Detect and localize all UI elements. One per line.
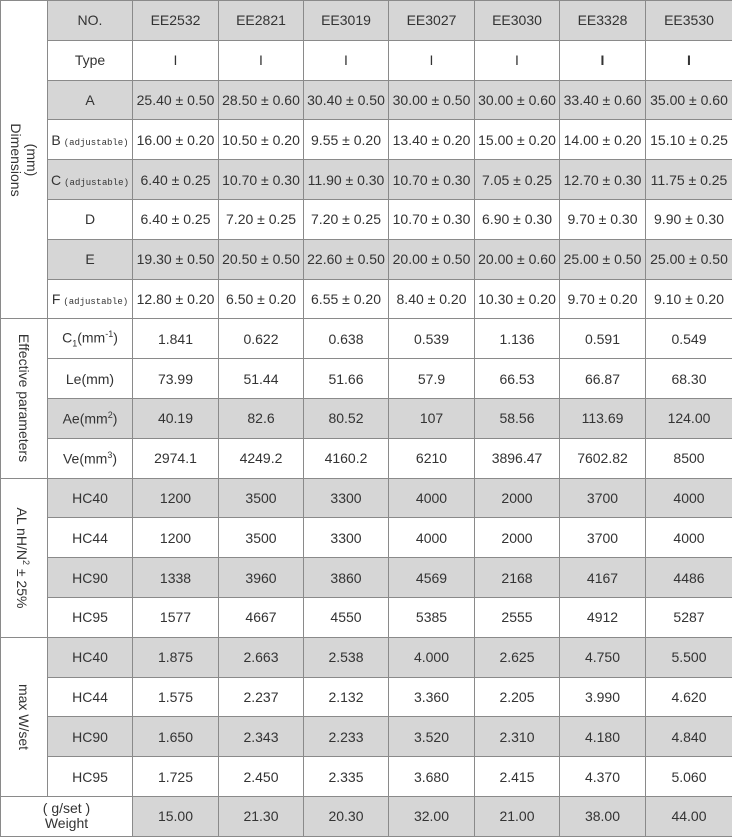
dimension-value: 10.30 ± 0.20 bbox=[475, 279, 560, 319]
effective-value: 80.52 bbox=[304, 398, 389, 438]
effective-value: 51.44 bbox=[219, 359, 304, 399]
al-value: 3960 bbox=[219, 558, 304, 598]
effective-value: 68.30 bbox=[646, 359, 732, 399]
dimension-value: 10.70 ± 0.30 bbox=[219, 160, 304, 200]
param-unit-end: ) bbox=[112, 450, 117, 466]
adjustable-note: (adjustable) bbox=[64, 178, 129, 188]
material-label: HC90 bbox=[48, 558, 133, 598]
effective-value: 82.6 bbox=[219, 398, 304, 438]
al-value: 5385 bbox=[389, 597, 475, 637]
dimension-label: C bbox=[51, 172, 61, 188]
dimension-value: 12.70 ± 0.30 bbox=[560, 160, 646, 200]
material-label: HC95 bbox=[48, 757, 133, 797]
param-symbol: C bbox=[62, 330, 72, 346]
al-value: 4167 bbox=[560, 558, 646, 598]
maxw-row bbox=[1, 677, 732, 717]
maxw-value: 2.450 bbox=[219, 757, 304, 797]
dimension-value: 9.55 ± 0.20 bbox=[304, 120, 389, 160]
effective-value: 66.87 bbox=[560, 359, 646, 399]
type-label: Type bbox=[48, 40, 133, 80]
type-value: I bbox=[475, 40, 560, 80]
type-value: I bbox=[389, 40, 475, 80]
effective-value: 0.622 bbox=[219, 319, 304, 359]
effective-value: 7602.82 bbox=[560, 438, 646, 478]
maxw-value: 1.575 bbox=[133, 677, 219, 717]
effective-label: Le(mm) bbox=[48, 359, 133, 399]
maxw-value: 4.180 bbox=[560, 717, 646, 757]
maxw-value: 1.725 bbox=[133, 757, 219, 797]
maxw-row bbox=[1, 717, 732, 757]
param-superscript: 2 bbox=[108, 410, 113, 420]
dimension-value: 15.10 ± 0.25 bbox=[646, 120, 732, 160]
dimension-label-adjustable bbox=[48, 160, 133, 200]
dimension-value: 6.90 ± 0.30 bbox=[475, 199, 560, 239]
dimension-value: 9.70 ± 0.20 bbox=[560, 279, 646, 319]
dimension-value: 6.50 ± 0.20 bbox=[219, 279, 304, 319]
dimension-value: 13.40 ± 0.20 bbox=[389, 120, 475, 160]
type-value: I bbox=[133, 40, 219, 80]
maxw-value: 4.000 bbox=[389, 637, 475, 677]
dimension-row bbox=[1, 239, 732, 279]
dimensions-title: Dimensions bbox=[8, 123, 24, 196]
type-value: I bbox=[304, 40, 389, 80]
dimension-row bbox=[1, 160, 732, 200]
al-value: 4569 bbox=[389, 558, 475, 598]
al-row bbox=[1, 558, 732, 598]
weight-value: 15.00 bbox=[133, 796, 219, 836]
effective-value: 3896.47 bbox=[475, 438, 560, 478]
model-header: EE3530 bbox=[646, 1, 732, 41]
effective-value: 66.53 bbox=[475, 359, 560, 399]
al-value: 4486 bbox=[646, 558, 732, 598]
effective-label bbox=[48, 398, 133, 438]
type-value: I bbox=[560, 40, 646, 80]
model-header: EE2821 bbox=[219, 1, 304, 41]
weight-value: 21.00 bbox=[475, 796, 560, 836]
dimension-value: 14.00 ± 0.20 bbox=[560, 120, 646, 160]
al-value: 3500 bbox=[219, 478, 304, 518]
material-label: HC40 bbox=[48, 637, 133, 677]
al-value: 4000 bbox=[389, 478, 475, 518]
effective-value: 2974.1 bbox=[133, 438, 219, 478]
dimension-value: 20.00 ± 0.50 bbox=[389, 239, 475, 279]
al-value: 3700 bbox=[560, 478, 646, 518]
weight-title: Weight bbox=[1, 816, 132, 831]
al-value: 4667 bbox=[219, 597, 304, 637]
type-row bbox=[1, 40, 732, 80]
al-value: 1577 bbox=[133, 597, 219, 637]
dimension-value: 7.20 ± 0.25 bbox=[219, 199, 304, 239]
param-unit-end: ) bbox=[113, 411, 118, 427]
model-header: EE3019 bbox=[304, 1, 389, 41]
dimension-label: B bbox=[51, 132, 60, 148]
material-label: HC40 bbox=[48, 478, 133, 518]
maxw-value: 2.625 bbox=[475, 637, 560, 677]
weight-value: 32.00 bbox=[389, 796, 475, 836]
effective-label bbox=[48, 319, 133, 359]
dimension-label: D bbox=[48, 199, 133, 239]
weight-row bbox=[1, 796, 732, 836]
model-header: EE3030 bbox=[475, 1, 560, 41]
dimension-label: E bbox=[48, 239, 133, 279]
adjustable-note: (adjustable) bbox=[63, 297, 128, 307]
dimension-value: 19.30 ± 0.50 bbox=[133, 239, 219, 279]
effective-row bbox=[1, 359, 732, 399]
al-value: 5287 bbox=[646, 597, 732, 637]
material-label: HC44 bbox=[48, 677, 133, 717]
al-title: AL nH/N bbox=[14, 507, 30, 559]
dimension-value: 6.40 ± 0.25 bbox=[133, 199, 219, 239]
dimension-value: 9.10 ± 0.20 bbox=[646, 279, 732, 319]
effective-value: 113.69 bbox=[560, 398, 646, 438]
dimension-row bbox=[1, 120, 732, 160]
dimension-value: 25.00 ± 0.50 bbox=[560, 239, 646, 279]
maxw-value: 3.360 bbox=[389, 677, 475, 717]
effective-value: 6210 bbox=[389, 438, 475, 478]
al-value: 1338 bbox=[133, 558, 219, 598]
weight-value: 44.00 bbox=[646, 796, 732, 836]
effective-value: 0.539 bbox=[389, 319, 475, 359]
effective-value: 40.19 bbox=[133, 398, 219, 438]
material-label: HC95 bbox=[48, 597, 133, 637]
dimension-value: 20.50 ± 0.50 bbox=[219, 239, 304, 279]
maxw-value: 4.750 bbox=[560, 637, 646, 677]
effective-row bbox=[1, 319, 732, 359]
dimension-value: 22.60 ± 0.50 bbox=[304, 239, 389, 279]
material-label: HC90 bbox=[48, 717, 133, 757]
al-value: 2000 bbox=[475, 478, 560, 518]
model-header: EE3328 bbox=[560, 1, 646, 41]
effective-title: Effective parameters bbox=[16, 334, 32, 462]
effective-value: 0.638 bbox=[304, 319, 389, 359]
al-superscript: 2 bbox=[21, 560, 31, 565]
al-value: 4000 bbox=[646, 518, 732, 558]
effective-value: 4249.2 bbox=[219, 438, 304, 478]
weight-value: 38.00 bbox=[560, 796, 646, 836]
dimension-value: 28.50 ± 0.60 bbox=[219, 80, 304, 120]
al-value: 4912 bbox=[560, 597, 646, 637]
type-value: I bbox=[646, 40, 732, 80]
param-unit-end: ) bbox=[113, 330, 118, 346]
maxw-value: 5.060 bbox=[646, 757, 732, 797]
effective-value: 0.549 bbox=[646, 319, 732, 359]
al-tolerance: ± 25% bbox=[14, 565, 30, 608]
maxw-row bbox=[1, 757, 732, 797]
maxw-value: 3.990 bbox=[560, 677, 646, 717]
dimensions-group-label bbox=[1, 1, 48, 319]
header-row bbox=[1, 1, 732, 41]
weight-label bbox=[1, 796, 133, 836]
al-value: 3300 bbox=[304, 518, 389, 558]
maxw-value: 2.310 bbox=[475, 717, 560, 757]
maxw-row bbox=[1, 637, 732, 677]
maxw-value: 2.663 bbox=[219, 637, 304, 677]
dimension-value: 35.00 ± 0.60 bbox=[646, 80, 732, 120]
effective-value: 1.136 bbox=[475, 319, 560, 359]
dimension-value: 10.50 ± 0.20 bbox=[219, 120, 304, 160]
al-value: 3860 bbox=[304, 558, 389, 598]
dimension-row bbox=[1, 199, 732, 239]
dimension-value: 33.40 ± 0.60 bbox=[560, 80, 646, 120]
dimension-value: 12.80 ± 0.20 bbox=[133, 279, 219, 319]
al-value: 3300 bbox=[304, 478, 389, 518]
param-superscript: 3 bbox=[107, 450, 112, 460]
param-symbol: Ae(mm bbox=[63, 411, 108, 427]
al-value: 4550 bbox=[304, 597, 389, 637]
effective-value: 51.66 bbox=[304, 359, 389, 399]
maxw-title: max W/set bbox=[16, 684, 32, 750]
maxw-value: 4.840 bbox=[646, 717, 732, 757]
al-value: 4000 bbox=[646, 478, 732, 518]
model-header: EE3027 bbox=[389, 1, 475, 41]
al-value: 3700 bbox=[560, 518, 646, 558]
al-row bbox=[1, 478, 732, 518]
no-label: NO. bbox=[48, 1, 133, 41]
param-subscript: 1 bbox=[72, 339, 77, 349]
effective-value: 1.841 bbox=[133, 319, 219, 359]
weight-value: 21.30 bbox=[219, 796, 304, 836]
dimension-value: 30.00 ± 0.50 bbox=[389, 80, 475, 120]
maxw-value: 2.233 bbox=[304, 717, 389, 757]
dimension-value: 6.55 ± 0.20 bbox=[304, 279, 389, 319]
param-unit: (mm bbox=[77, 330, 105, 346]
dimensions-unit: (mm) bbox=[24, 123, 40, 196]
dimension-label-adjustable bbox=[48, 120, 133, 160]
dimension-value: 10.70 ± 0.30 bbox=[389, 160, 475, 200]
dimension-label: F bbox=[52, 291, 61, 307]
dimension-value: 10.70 ± 0.30 bbox=[389, 199, 475, 239]
dimension-value: 20.00 ± 0.60 bbox=[475, 239, 560, 279]
dimension-label-adjustable bbox=[48, 279, 133, 319]
effective-value: 73.99 bbox=[133, 359, 219, 399]
weight-unit: ( g/set ) bbox=[1, 801, 132, 816]
model-header: EE2532 bbox=[133, 1, 219, 41]
maxw-value: 4.620 bbox=[646, 677, 732, 717]
maxw-value: 3.520 bbox=[389, 717, 475, 757]
maxw-value: 2.132 bbox=[304, 677, 389, 717]
al-value: 2168 bbox=[475, 558, 560, 598]
al-value: 3500 bbox=[219, 518, 304, 558]
effective-label bbox=[48, 438, 133, 478]
dimension-row bbox=[1, 80, 732, 120]
al-value: 2555 bbox=[475, 597, 560, 637]
al-value: 2000 bbox=[475, 518, 560, 558]
effective-group-label bbox=[1, 319, 48, 478]
maxw-value: 5.500 bbox=[646, 637, 732, 677]
dimension-value: 25.40 ± 0.50 bbox=[133, 80, 219, 120]
dimension-value: 11.90 ± 0.30 bbox=[304, 160, 389, 200]
maxw-value: 3.680 bbox=[389, 757, 475, 797]
effective-value: 58.56 bbox=[475, 398, 560, 438]
dimension-label: A bbox=[48, 80, 133, 120]
dimension-value: 7.05 ± 0.25 bbox=[475, 160, 560, 200]
maxw-value: 2.343 bbox=[219, 717, 304, 757]
al-value: 4000 bbox=[389, 518, 475, 558]
effective-row bbox=[1, 398, 732, 438]
material-label: HC44 bbox=[48, 518, 133, 558]
dimension-value: 30.40 ± 0.50 bbox=[304, 80, 389, 120]
al-group-label bbox=[1, 478, 48, 637]
maxw-value: 4.370 bbox=[560, 757, 646, 797]
dimension-value: 16.00 ± 0.20 bbox=[133, 120, 219, 160]
effective-value: 0.591 bbox=[560, 319, 646, 359]
maxw-value: 2.335 bbox=[304, 757, 389, 797]
dimension-value: 9.90 ± 0.30 bbox=[646, 199, 732, 239]
maxw-value: 2.538 bbox=[304, 637, 389, 677]
maxw-value: 2.237 bbox=[219, 677, 304, 717]
effective-value: 8500 bbox=[646, 438, 732, 478]
al-value: 1200 bbox=[133, 478, 219, 518]
adjustable-note: (adjustable) bbox=[64, 138, 129, 148]
dimension-value: 30.00 ± 0.60 bbox=[475, 80, 560, 120]
dimension-value: 25.00 ± 0.50 bbox=[646, 239, 732, 279]
maxw-value: 1.650 bbox=[133, 717, 219, 757]
effective-value: 57.9 bbox=[389, 359, 475, 399]
effective-value: 4160.2 bbox=[304, 438, 389, 478]
param-symbol: Ve(mm bbox=[63, 450, 107, 466]
maxw-value: 1.875 bbox=[133, 637, 219, 677]
al-row bbox=[1, 597, 732, 637]
effective-row bbox=[1, 438, 732, 478]
dimension-value: 11.75 ± 0.25 bbox=[646, 160, 732, 200]
type-value: I bbox=[219, 40, 304, 80]
dimension-value: 7.20 ± 0.25 bbox=[304, 199, 389, 239]
dimension-value: 15.00 ± 0.20 bbox=[475, 120, 560, 160]
param-superscript: -1 bbox=[105, 329, 113, 339]
effective-value: 124.00 bbox=[646, 398, 732, 438]
al-row bbox=[1, 518, 732, 558]
maxw-value: 2.415 bbox=[475, 757, 560, 797]
maxw-group-label bbox=[1, 637, 48, 796]
dimension-value: 9.70 ± 0.30 bbox=[560, 199, 646, 239]
maxw-value: 2.205 bbox=[475, 677, 560, 717]
dimension-value: 6.40 ± 0.25 bbox=[133, 160, 219, 200]
weight-value: 20.30 bbox=[304, 796, 389, 836]
effective-value: 107 bbox=[389, 398, 475, 438]
al-value: 1200 bbox=[133, 518, 219, 558]
dimension-row bbox=[1, 279, 732, 319]
dimension-value: 8.40 ± 0.20 bbox=[389, 279, 475, 319]
